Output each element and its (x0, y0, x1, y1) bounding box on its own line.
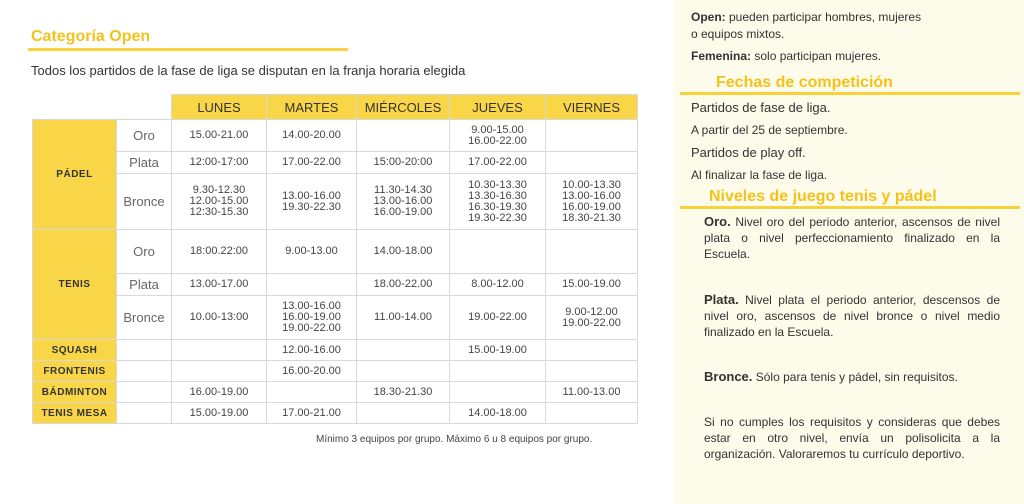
time-slot-cell (357, 340, 450, 361)
time-slot: 17.00-21.00 (282, 406, 341, 419)
time-slot-cell (546, 403, 638, 424)
time-slot: 16.00-19.00 (373, 206, 433, 218)
open-label: Open: (691, 10, 726, 24)
time-slot-cell (172, 174, 267, 230)
time-slot-cell (267, 361, 357, 382)
niveles-underline (680, 206, 1020, 209)
empty-level-cell (117, 340, 172, 361)
time-slot: 13.00-17.00 (189, 278, 249, 290)
time-slot: 13.00-16.00 (562, 189, 621, 202)
niveles-title: Niveles de juego tenis y pádel (709, 188, 937, 205)
time-slot: 11.00-13.00 (562, 385, 621, 398)
plata-description (704, 292, 1000, 340)
liga-text: A partir del 25 de septiembre. (691, 123, 848, 137)
time-slot-cell (267, 382, 357, 403)
corner-blank (33, 95, 117, 120)
time-slot: 15.00-19.00 (468, 343, 527, 356)
time-slot-cell (172, 382, 267, 403)
time-slot-cell (450, 230, 546, 274)
time-slot: 13.00-16.00 (282, 189, 341, 202)
time-slot-cell (546, 152, 638, 174)
table-row (33, 403, 638, 424)
time-slot: 18.30-21.30 (562, 211, 621, 224)
level-oro: Oro (117, 120, 172, 152)
time-slot-cell (267, 152, 357, 174)
time-slot: 16.00-19.00 (189, 385, 249, 398)
sport-tenis-mesa: TENIS MESA (33, 403, 117, 424)
bronce-label: Bronce. (704, 369, 753, 384)
liga-title: Partidos de fase de liga. (691, 100, 831, 115)
bronce-text: Sólo para tenis y pádel, sin requisitos. (752, 370, 958, 384)
time-slot-cell (546, 120, 638, 152)
level-plata: Plata (117, 274, 172, 296)
time-slot: 10.00-13:00 (189, 311, 249, 323)
level-oro: Oro (117, 230, 172, 274)
time-slot: 18.30-21.30 (373, 385, 433, 398)
time-slot: 19.30-22.30 (282, 200, 341, 213)
time-slot-cell (450, 120, 546, 152)
time-slot: 16.30-19.30 (468, 200, 527, 213)
time-slot: 8.00-12.00 (471, 278, 524, 290)
time-slot-cell (172, 230, 267, 274)
time-slot: 16.00-20.00 (282, 364, 341, 377)
oro-description (704, 214, 1000, 262)
time-slot-cell (357, 120, 450, 152)
sport-badminton: BÁDMINTON (33, 382, 117, 403)
empty-level-cell (117, 361, 172, 382)
time-slot-cell (267, 403, 357, 424)
table-row (33, 340, 638, 361)
time-slot-cell (450, 274, 546, 296)
table-row (33, 296, 638, 340)
time-slot: 11.30-14.30 (374, 184, 432, 196)
time-slot: 16.00-19.00 (562, 200, 621, 213)
table-row (33, 274, 638, 296)
table-row (33, 361, 638, 382)
fem-text: solo participan mujeres. (751, 49, 882, 63)
time-slot-cell (172, 274, 267, 296)
day-header-jueves: JUEVES (450, 95, 546, 120)
time-slot: 9.30-12.30 (192, 184, 246, 196)
category-title: Categoría Open (31, 28, 151, 45)
table-row (33, 120, 638, 152)
table-row (33, 230, 638, 274)
empty-level-cell (117, 382, 172, 403)
time-slot: 18.00-22.00 (373, 278, 433, 290)
time-slot-cell (450, 296, 546, 340)
time-slot-cell (546, 230, 638, 274)
open-text: pueden participar hombres, mujeres (725, 10, 922, 24)
bronce-description (704, 369, 1000, 385)
open-description (691, 9, 921, 43)
time-slot-cell (172, 120, 267, 152)
time-slot-cell (267, 230, 357, 274)
time-slot-cell (172, 361, 267, 382)
time-slot-cell (357, 274, 450, 296)
time-slot-cell (357, 230, 450, 274)
oro-label: Oro. (704, 214, 731, 229)
time-slot: 19.00-22.00 (468, 311, 527, 323)
time-slot: 15.00-21.00 (189, 129, 249, 141)
level-bronce: Bronce (117, 296, 172, 340)
time-slot: 17.00-22.00 (282, 156, 341, 168)
time-slot-cell (450, 340, 546, 361)
time-slot-cell (267, 120, 357, 152)
oro-text: Nivel oro del periodo anterior, ascensos de nivel plata o nivel perfeccionamiento finalizado en la Escuela. (704, 215, 1000, 261)
time-slot-cell (450, 174, 546, 230)
time-slot: 13.00-16.00 (282, 300, 341, 312)
day-header-lunes: LUNES (172, 95, 267, 120)
groups-note: Mínimo 3 equipos por grupo. Máximo 6 u 8 equipos por grupo. (316, 434, 593, 445)
time-slot-cell (546, 174, 638, 230)
time-slot-cell (450, 361, 546, 382)
time-slot: 15.00-19.00 (189, 406, 249, 419)
time-slot: 19.00-22.00 (562, 316, 621, 329)
time-slot: 12.00-15.00 (189, 195, 249, 207)
time-slot-cell (172, 403, 267, 424)
time-slot: 12:00-17:00 (189, 156, 249, 168)
title-underline (28, 48, 348, 51)
time-slot: 17.00-22.00 (468, 156, 527, 168)
time-slot: 12.00-16.00 (282, 343, 341, 356)
time-slot-cell (357, 382, 450, 403)
table-row (33, 382, 638, 403)
time-slot: 13.00-16.00 (373, 195, 433, 207)
time-slot: 11.00-14.00 (374, 311, 432, 323)
time-slot: 10.00-13.30 (562, 178, 621, 191)
time-slot: 19.00-22.00 (282, 322, 341, 334)
time-slot: 16.00-19.00 (282, 311, 341, 323)
schedule-table (32, 94, 638, 424)
plata-label: Plata. (704, 292, 739, 307)
level-bronce: Bronce (117, 174, 172, 230)
time-slot: 16.00-22.00 (468, 134, 527, 147)
time-slot-cell (172, 340, 267, 361)
time-slot-cell (357, 361, 450, 382)
fechas-underline (680, 92, 1020, 95)
time-slot-cell (546, 361, 638, 382)
time-slot: 9.00-15.00 (471, 123, 524, 136)
time-slot-cell (357, 403, 450, 424)
time-slot-cell (267, 274, 357, 296)
time-slot: 15.00-19.00 (562, 278, 621, 290)
time-slot-cell (357, 174, 450, 230)
time-slot: 12:30-15.30 (189, 206, 249, 218)
time-slot: 19.30-22.30 (468, 211, 527, 224)
time-slot: 10.30-13.30 (468, 178, 527, 191)
playoff-title: Partidos de play off. (691, 145, 806, 160)
time-slot-cell (172, 152, 267, 174)
time-slot-cell (357, 152, 450, 174)
day-header-viernes: VIERNES (546, 95, 638, 120)
sport-squash: SQUASH (33, 340, 117, 361)
time-slot: 13.30-16.30 (468, 189, 527, 202)
time-slot: 9.00-13.00 (285, 245, 338, 257)
corner-blank (117, 95, 172, 120)
time-slot-cell (546, 382, 638, 403)
time-slot: 18:00.22:00 (189, 245, 249, 257)
time-slot-cell (450, 382, 546, 403)
time-slot: 14.00-18.00 (373, 245, 433, 257)
open-text-2: o equipos mixtos. (691, 27, 785, 41)
time-slot: 9.00-12.00 (565, 305, 618, 318)
day-header-miercoles: MIÉRCOLES (357, 95, 450, 120)
time-slot-cell (546, 296, 638, 340)
sport-tenis: TENIS (33, 230, 117, 340)
time-slot: 15:00-20:00 (373, 156, 433, 168)
fem-description (691, 48, 881, 65)
time-slot-cell (267, 174, 357, 230)
sport-frontenis: FRONTENIS (33, 361, 117, 382)
day-header-martes: MARTES (267, 95, 357, 120)
time-slot-cell (267, 340, 357, 361)
table-row (33, 152, 638, 174)
time-slot-cell (546, 274, 638, 296)
sport-padel: PÁDEL (33, 120, 117, 230)
fem-label: Femenina: (691, 49, 752, 63)
time-slot-cell (267, 296, 357, 340)
playoff-text: Al finalizar la fase de liga. (691, 168, 828, 182)
time-slot-cell (357, 296, 450, 340)
plata-text: Nivel plata el periodo anterior, descensos de nivel oro, ascensos de nivel bronce o nivel medio finalizado en la Escuela. (704, 293, 1000, 339)
time-slot-cell (450, 152, 546, 174)
footer-note: Si no cumples los requisitos y consideras que debes estar en otro nivel, envía un polisolicita a la organización. Valoraremos tu currículo deportivo. (704, 415, 1000, 461)
time-slot-cell (450, 403, 546, 424)
time-slot: 14.00-18.00 (468, 406, 527, 419)
time-slot: 14.00-20.00 (282, 129, 341, 141)
level-plata: Plata (117, 152, 172, 174)
empty-level-cell (117, 403, 172, 424)
intro-text: Todos los partidos de la fase de liga se disputan en la franja horaria elegida (31, 63, 466, 78)
fechas-title: Fechas de competición (716, 74, 893, 91)
time-slot-cell (172, 296, 267, 340)
time-slot-cell (546, 340, 638, 361)
table-row (33, 174, 638, 230)
